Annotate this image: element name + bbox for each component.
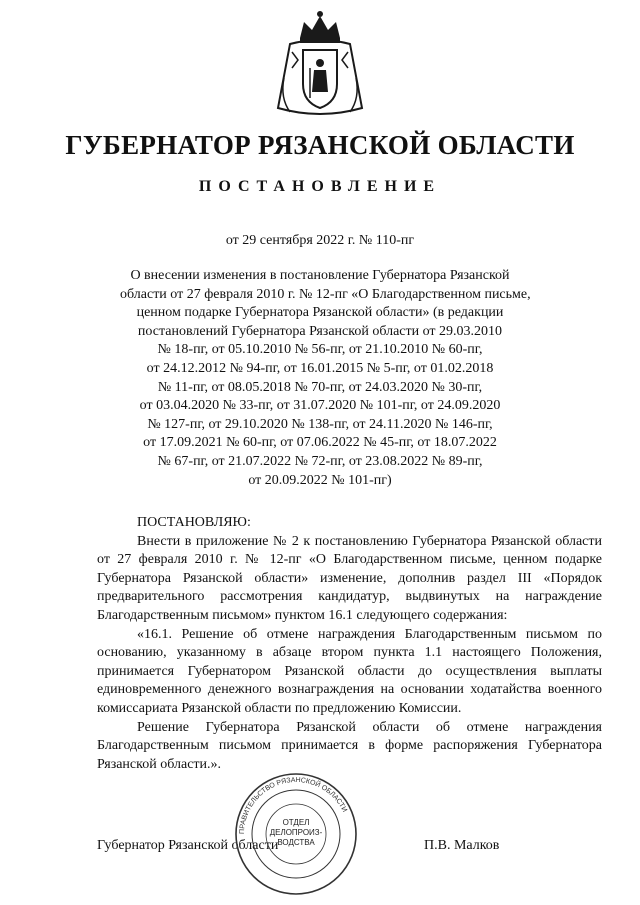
subject-line: № 18-пг, от 05.10.2010 № 56-пг, от 21.10.2010 № 60-пг,: [157, 342, 483, 358]
document-date-number: от 29 сентября 2022 г. № 110-пг: [225, 233, 415, 248]
body-paragraph: Решение Губернатора Рязанской области об отмене награждения Благодарственным письмом принимается в форме распоряжения Губернатора Рязанской области.».: [97, 719, 602, 772]
signatory-name: П.В. Малков: [424, 838, 500, 853]
subject-line: № 127-пг, от 29.10.2020 № 138-пг, от 24.11.2020 № 146-пг,: [147, 416, 493, 432]
subject-line: от 24.12.2012 № 94-пг, от 16.01.2015 № 5-пг, от 01.02.2018: [146, 360, 494, 376]
subject-line: № 11-пг, от 08.05.2018 № 70-пг, от 24.03.2020 № 30-пг,: [157, 379, 483, 395]
document-type: ПОСТАНОВЛЕНИЕ: [198, 178, 442, 195]
signatory-position: Губернатор Рязанской области: [97, 838, 279, 853]
coat-of-arms-emblem: [270, 8, 370, 120]
subject-line: области от 27 февраля 2010 г. № 12-пг «О Благодарственном письме,: [120, 286, 531, 302]
document-subject: [120, 267, 531, 490]
issuer-title: ГУБЕРНАТОР РЯЗАНСКОЙ ОБЛАСТИ: [65, 130, 575, 160]
subject-line: ценном подарке Губернатора Рязанской области» (в редакции: [136, 305, 504, 321]
subject-line: от 17.09.2021 № 60-пг, от 07.06.2022 № 45-пг, от 18.07.2022: [143, 435, 497, 451]
subject-line: № 67-пг, от 21.07.2022 № 72-пг, от 23.08.2022 № 89-пг,: [157, 453, 483, 469]
subject-line: постановлений Губернатора Рязанской области от 29.03.2010: [137, 323, 503, 339]
stamp-center-text: ОТДЕЛ ДЕЛОПРОИЗ- ВОДСТВА: [269, 818, 323, 847]
subject-line: от 03.04.2020 № 33-пг, от 31.07.2020 № 101-пг, от 24.09.2020: [139, 398, 501, 414]
document-body: [97, 514, 602, 774]
subject-line: О внесении изменения в постановление Губернатора Рязанской: [130, 268, 510, 283]
decree-word: ПОСТАНОВЛЯЮ:: [137, 515, 251, 530]
stamp-ring-text: ПРАВИТЕЛЬСТВО РЯЗАНСКОЙ ОБЛАСТИ: [238, 776, 348, 835]
body-paragraph: Внести в приложение № 2 к постановлению Губернатора Рязанской области от 27 февраля 2010 г. № 12-пг «О Благодарственном письме, ценном подарке Губернатора Рязанской области» изменение, дополнив раздел III «Порядок предварительного рассмотрения кандидатур, выдвинутых на награждение Благодарственным письмом» пунктом 16.1 следующего содержания:: [97, 533, 602, 623]
subject-line: от 20.09.2022 № 101-пг): [248, 472, 392, 488]
body-paragraph: «16.1. Решение об отмене награждения Благодарственным письмом по основанию, указанному в абзаце втором пункта 1.1 настоящего Положения, принимается Губернатором Рязанской области до осуществления выплаты единовременного денежного вознаграждения на основании ходатайства военного комиссариата Рязанской области по предложению Комиссии.: [97, 626, 602, 716]
